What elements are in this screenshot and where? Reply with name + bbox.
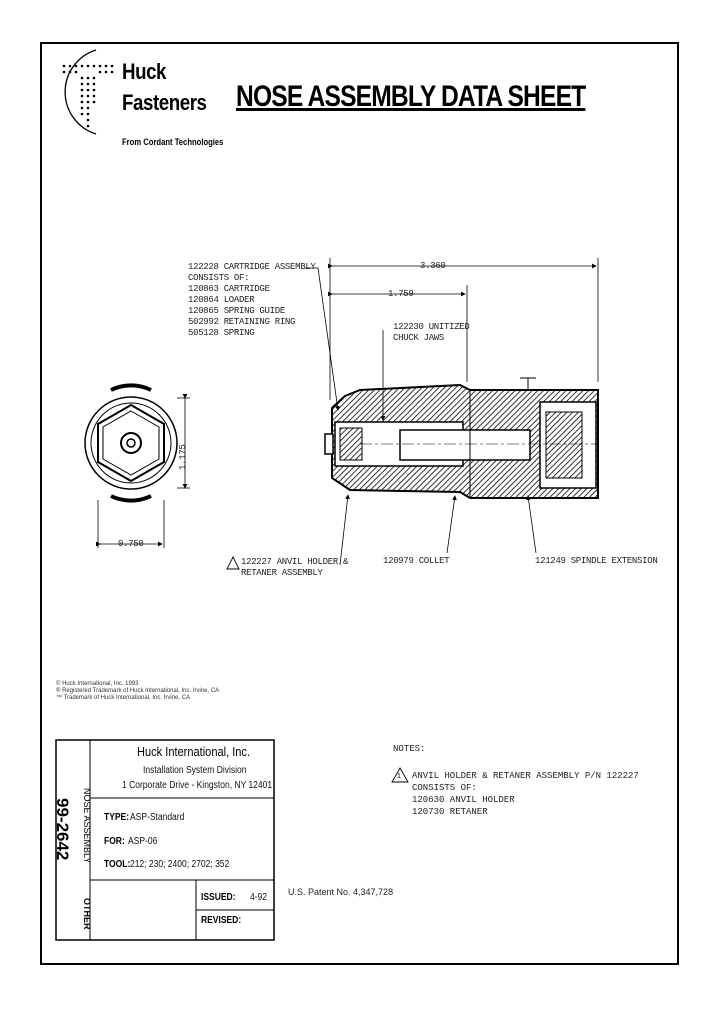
notes-triangle-number: 1: [397, 773, 401, 780]
tb-side-other: OTHER: [82, 898, 92, 930]
notes-body: ANVIL HOLDER & RETANER ASSEMBLY P/N 122227 CONSISTS OF: 120630 ANVIL HOLDER 120730 RETANER: [412, 771, 639, 817]
tb-issued-label: ISSUED:: [201, 892, 236, 903]
callout-jaws: 122230 UNITIZED CHUCK JAWS: [393, 322, 470, 343]
tb-document-number: 99-2642: [53, 798, 72, 861]
tb-for-label: FOR:: [104, 836, 125, 847]
dim-partial: 1.759: [388, 289, 414, 299]
callout-collet: 120979 COLLET: [383, 556, 450, 566]
callout-cartridge: 122228 CARTRIDGE ASSEMBLY CONSISTS OF: 120863 CARTRIDGE 120864 LOADER 120865 SPRING GUIDE 502992 RETAINING RING 505128 SPRING: [188, 262, 316, 338]
tb-tool-value: 212; 230; 2400; 2702; 352: [130, 859, 230, 870]
tb-for-value: ASP-06: [128, 836, 158, 847]
dim-width: 0.750: [118, 539, 144, 549]
dim-overall: 3.360: [420, 261, 446, 271]
logo-tagline: From Cordant Technologies: [122, 137, 224, 147]
tb-type-label: TYPE:: [104, 812, 130, 823]
notes-heading: NOTES:: [393, 744, 426, 754]
tb-issued-value: 4-92: [250, 892, 268, 903]
tb-address: 1 Corporate Drive - Kingston, NY 12401: [122, 780, 273, 791]
tb-revised-label: REVISED:: [201, 915, 242, 926]
tb-tool-label: TOOL:: [104, 859, 131, 870]
callout-spindle: 121249 SPINDLE EXTENSION: [535, 556, 658, 566]
tb-type-value: ASP-Standard: [130, 812, 185, 823]
legal-notes: © Huck International, Inc. 1993 ® Registered Trademark of Huck International, Inc. Irvine, CA ™ Trademark of Huck International, Inc. Irvine, CA: [56, 681, 220, 701]
tb-company: Huck International, Inc.: [137, 744, 251, 759]
tb-side-category: NOSE ASSEMBLY: [82, 788, 92, 864]
tb-division: Installation System Division: [143, 765, 247, 776]
callout-anvil: 122227 ANVIL HOLDER & RETANER ASSEMBLY: [241, 557, 349, 578]
patent-number: U.S. Patent No. 4,347,728: [288, 887, 394, 897]
page-title: NOSE ASSEMBLY DATA SHEET: [236, 80, 586, 113]
dim-height: 1.175: [178, 444, 188, 470]
logo-huck: Huck: [122, 59, 167, 84]
logo-fasteners: Fasteners: [122, 90, 207, 115]
